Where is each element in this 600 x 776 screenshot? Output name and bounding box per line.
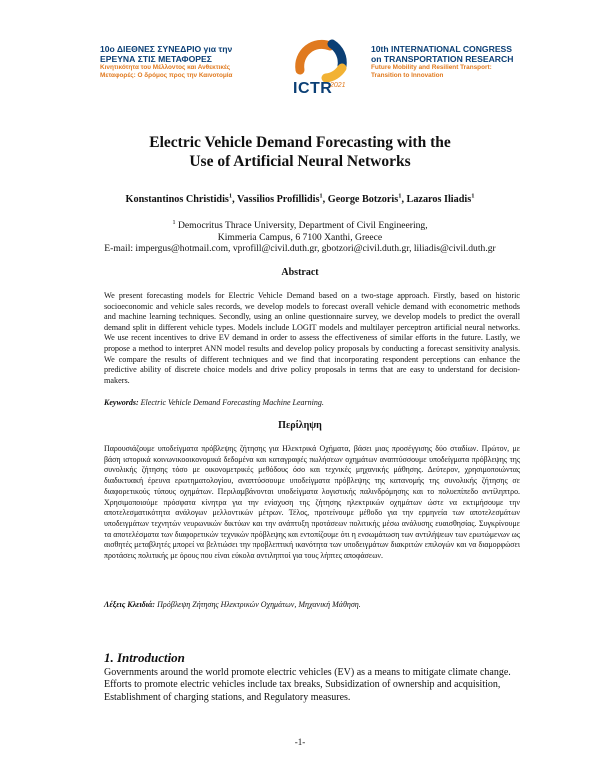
- affiliation-sup: 1: [172, 218, 176, 226]
- header-right-line4: Transition to Innovation: [371, 72, 444, 79]
- affiliation-line2: Kimmeria Campus, 6 7100 Xanthi, Greece: [217, 231, 383, 243]
- header-left-line3: Κινητικότητα του Μέλλοντος και Ανθεκτικές: [100, 64, 231, 71]
- introduction-heading: 1. Introduction: [104, 650, 185, 665]
- greek-keywords-label: Λέξεις Κλειδιά:: [104, 600, 156, 609]
- title-line1: Electric Vehicle Demand Forecasting with the: [149, 134, 451, 151]
- greek-summary-heading: Περίληψη: [278, 420, 322, 431]
- greek-keywords-value: Πρόβλεψη Ζήτησης Ηλεκτρικών Οχημάτων, Μηχανική Μάθηση.: [155, 600, 361, 609]
- keywords-value: Electric Vehicle Demand Forecasting Machine Learning.: [138, 398, 324, 407]
- header-right-line1: 10th INTERNATIONAL CONGRESS: [371, 44, 513, 54]
- author: Vassilios Profillidis$^1$,: [237, 192, 328, 205]
- header-left-line1: 10ο ΔΙΕΘΝΕΣ ΣΥΝΕΔΡΙΟ για την: [100, 44, 233, 54]
- introduction-text: Governments around the world promote electric vehicles (EV) as a means to mitigate climate change. Efforts to promote electric vehicles include tax breaks, Subsidization of ownership and acquisition, Establishment of charging stations, and Regulatory measures.: [104, 667, 511, 703]
- title-line2: Use of Artificial Neural Networks: [189, 153, 411, 170]
- header-right-block: [371, 44, 571, 80]
- affiliation-line1: Democritus Thrace University, Department of Civil Engineering,: [175, 220, 428, 231]
- header-left-line4: Μεταφορές: Ο δρόμος προς την Καινοτομία: [100, 72, 233, 79]
- header-left-line2: ΕΡΕΥΝΑ ΣΤΙΣ ΜΕΤΑΦΟΡΕΣ: [100, 54, 212, 64]
- header-left-block: [100, 44, 270, 80]
- abstract-heading: Abstract: [281, 267, 319, 278]
- keywords-label: Keywords:: [104, 398, 139, 407]
- header-right-line2: on TRANSPORTATION RESEARCH: [371, 54, 514, 64]
- page-number: -1-: [294, 737, 306, 747]
- affiliation-emails: E-mail: impergus@hotmail.com, vprofill@civil.duth.gr, gbotzori@civil.duth.gr, liliadis@civil.duth.gr: [104, 243, 496, 254]
- greek-summary-text: Παρουσιάζουμε υποδείγματα πρόβλεψης ζήτησης για Ηλεκτρικά Οχήματα, βάσει μιας προσέγγισης δύο σταδίων. Πρώτον, με βάση ιστορικά κοινωνικοοικονομικά δεδομένα και καταγραφές πωλήσεων οχημάτων αναπτύσσουμε υποδείγματα πρόβλεψης της συνολικής ζήτησης τόσο με οικονομετρικές μεθόδους όσο και τεχνικές μηχανικής μάθησης. Δεύτερον, χρησιμοποιώντας διαδικτυακή έρευνα ερωτηματολογίου, αναπτύσσουμε υποδείγματα πρόβλεψης της κατανομής της συνολικής ζήτησης σε διαφορετικούς τύπους οχημάτων. Περιλαμβάνονται υποδείγματα λογιστικής παλινδρόμησης και το πολυεπίπεδο αντίληπτρο. Χρησιμοποιούμε πρόσφατα κίνητρα για την ενίσχυση της ζήτησης ηλεκτρικών οχημάτων ώστε να εκτιμήσουμε την αποτελεσματικότητα ανάλογων μελλοντικών μέτρων. Τέλος, προτείνουμε μέθοδο για την ερμηνεία των αποτελεσμάτων υποδειγμάτων τεχνητών νευρωνικών δικτύων και την ανάπτυξη προτάσεων πολιτικής μέσω ανάλυσης ευαισθησίας. Συγκρίνουμε τα αποτελέσματα των διαφορετικών τεχνικών πρόβλεψης και εντοπίζουμε ότι η ενσωμάτωση των αντιλήψεων των ερωτώμενων ως αισθητές μεταβλητές μπορεί να βελτιώσει την προβλεπτική ικανότητα των υποδειγμάτων διακριτών επιλογών και να διαμορφώσει προτάσεις πολιτικής με όρους που είναι εύκολα αντιληπτοί για τους λήπτες αποφάσεων.: [104, 444, 520, 561]
- author: George Botzoris$^1$,: [327, 192, 407, 205]
- author-list: [0, 194, 600, 205]
- paper-title: [0, 133, 600, 171]
- abstract-keywords: [104, 398, 524, 407]
- logo-year: 2021: [330, 82, 346, 89]
- greek-keywords: [104, 600, 524, 609]
- affiliation: [0, 220, 600, 255]
- logo-text: ICTR: [293, 80, 333, 97]
- author: Lazaros Iliadis$^1$: [406, 192, 475, 205]
- author: Konstantinos Christidis$^1$,: [125, 192, 238, 205]
- abstract-text: We present forecasting models for Electric Vehicle Demand based on a two-stage approach. Firstly, based on historic socioeconomic and vehicle sales records, we develop models to forecast overall vehicle demand with econometric methods and machine learning techniques. Secondly, using an online questionnaire survey, we develop models to predict the overall demand split in different vehicle types. Models include LOGIT models and multilayer perceptron artificial neural networks. We use recent incentives to drive EV demand in order to assess the effectiveness of similar efforts in the future. Lastly, we propose a method to interpret ANN model results and develop policy proposals by conducting a forecast sensitivity analysis. We compare the results of different techniques and we find that incorporating respondent perceptions can enhance the predictive ability of discrete choice models and drive policy proposals in terms that are easy to understand for decision-makers.: [104, 291, 520, 385]
- header-right-line3: Future Mobility and Resilient Transport:: [371, 64, 492, 71]
